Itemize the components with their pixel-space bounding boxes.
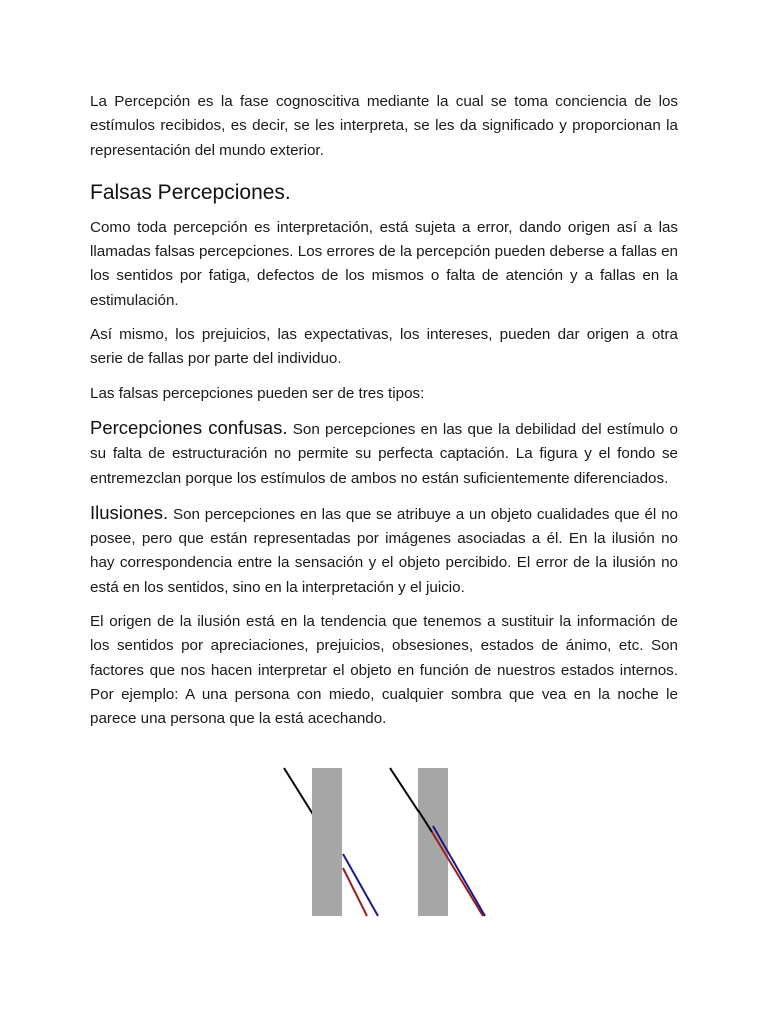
paragraph-ilusiones	[90, 501, 678, 600]
left-gray-bar	[312, 768, 342, 916]
left-blue-line	[343, 854, 378, 916]
paragraph-prejuicios: Así mismo, los prejuicios, las expectativas, los intereses, pueden dar origen a otra serie de fallas por parte del individuo.	[90, 326, 678, 368]
paragraph-tipos: Las falsas percepciones pueden ser de tres tipos:	[90, 384, 425, 402]
paragraph-confusas	[90, 416, 678, 491]
poggendorff-illusion-figure	[270, 760, 500, 925]
left-black-line	[284, 768, 314, 816]
section-heading: Falsas Percepciones.	[90, 180, 291, 204]
right-gray-bar	[418, 768, 448, 916]
term-ilusiones: Ilusiones.	[90, 501, 169, 523]
term-percepciones-confusas: Percepciones confusas.	[90, 416, 288, 438]
paragraph-falsas-percepciones: Como toda percepción es interpretación, está sujeta a error, dando origen así a las llamadas falsas percepciones. Los errores de la percepción pueden deberse a fallas en los sentidos por fatiga, defectos de los mismos o falta de atención y a fallas en la estimulación.	[90, 218, 678, 309]
paragraph-origen-ilusion: El origen de la ilusión está en la tendencia que tenemos a sustituir la información de los sentidos por apreciaciones, prejuicios, obsesiones, estados de ánimo, etc. Son factores que nos hacen interpretar el objeto en función de nuestros estados internos. Por ejemplo: A una persona con miedo, cualquier sombra que vea en la noche le parece una persona que la está acechando.	[90, 613, 678, 728]
definition-percepciones-confusas: Son percepciones en las que la debilidad del estímulo o su falta de estructuración no permite su perfecta captación. La figura y el fondo se entremezclan porque los estímulos de ambos no están suficientemente diferenciados.	[90, 420, 678, 487]
intro-paragraph: La Percepción es la fase cognoscitiva mediante la cual se toma conciencia de los estímulos recibidos, es decir, se les interpreta, se les da significado y proporcionan la representación del mundo exterior.	[90, 93, 678, 159]
definition-ilusiones: Son percepciones en las que se atribuye a un objeto cualidades que él no posee, pero que están representadas por imágenes asociadas a él. En la ilusión no hay correspondencia entre la sensación y el objeto percibido. El error de la ilusión no está en los sentidos, sino en la interpretación y el juicio.	[90, 505, 678, 596]
